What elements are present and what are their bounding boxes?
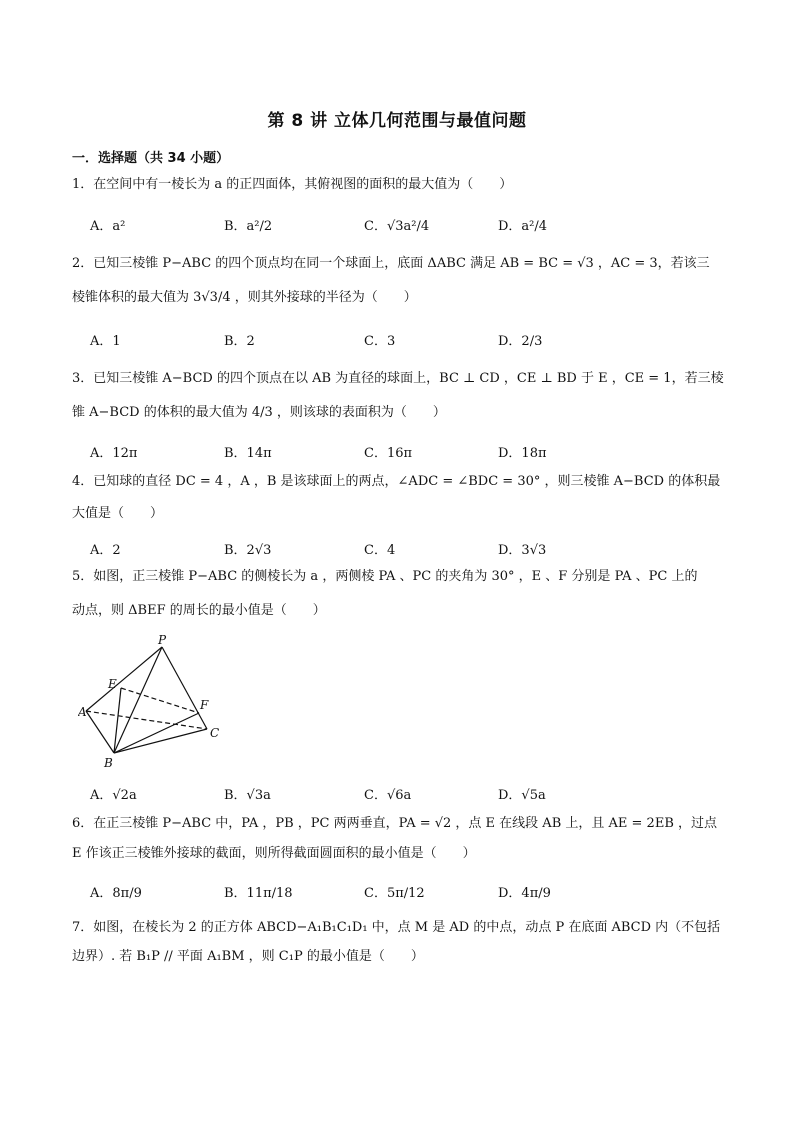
label-e: E <box>108 677 117 691</box>
question-3-line2: 锥 A−BCD 的体积的最大值为 4/3 ，则该球的表面积为（ ） <box>72 405 446 420</box>
q2-option-b: B．2 <box>224 333 255 349</box>
label-b: B <box>104 756 113 770</box>
q1-option-b: B．a²/2 <box>224 218 273 234</box>
question-4-options <box>90 533 730 563</box>
label-a: A <box>78 705 87 719</box>
q5-option-c: C．√6a <box>364 787 412 803</box>
q2-option-a: A．1 <box>90 333 121 349</box>
question-6-line1: 6．在正三棱锥 P−ABC 中，PA ，PB ，PC 两两垂直，PA = √2 ，点 E 在线段 AB 上，且 AE = 2EB ，过点 <box>72 816 717 831</box>
question-2-options <box>90 324 730 354</box>
q3-option-c: C．16π <box>364 445 413 461</box>
q5-option-d: D．√5a <box>498 787 546 803</box>
question-7-line1: 7．如图，在棱长为 2 的正方体 ABCD−A₁B₁C₁D₁ 中，点 M 是 AD 的中点，动点 P 在底面 ABCD 内（不包括 <box>72 920 721 935</box>
segment-ef-hidden <box>121 688 199 713</box>
question-5-options <box>90 778 730 808</box>
segment-bf <box>114 713 199 753</box>
q6-option-b: B．11π/18 <box>224 885 293 901</box>
label-p: P <box>158 633 167 647</box>
edge-ac-hidden <box>86 711 207 729</box>
page-title: 第 8 讲 立体几何范围与最值问题 <box>267 111 527 131</box>
q4-option-b: B．2√3 <box>224 542 272 558</box>
q6-option-d: D．4π/9 <box>498 885 551 901</box>
q6-option-c: C．5π/12 <box>364 885 425 901</box>
label-c: C <box>210 726 220 740</box>
q1-option-a: A．a² <box>90 218 126 234</box>
section-heading: 一．选择题（共 34 小题） <box>72 151 230 166</box>
q3-option-a: A．12π <box>90 445 138 461</box>
q5-option-b: B．√3a <box>224 787 271 803</box>
question-1-text: 1．在空间中有一棱长为 a 的正四面体，其俯视图的面积的最大值为（ ） <box>72 177 513 192</box>
question-6-line2: E 作该正三棱锥外接球的截面，则所得截面圆面积的最小值是（ ） <box>72 846 476 861</box>
q2-option-d: D．2/3 <box>498 333 543 349</box>
question-2-line2: 棱锥体积的最大值为 3√3/4 ，则其外接球的半径为（ ） <box>72 290 417 305</box>
question-6-options <box>90 876 730 906</box>
q4-option-c: C．4 <box>364 542 396 558</box>
edge-bc <box>114 729 207 753</box>
question-2-line1: 2．已知三棱锥 P−ABC 的四个顶点均在同一个球面上，底面 ΔABC 满足 AB = BC = √3 ，AC = 3，若该三 <box>72 256 710 271</box>
q1-option-d: D．a²/4 <box>498 218 548 234</box>
question-1-options <box>90 209 730 239</box>
label-f: F <box>200 698 209 712</box>
question-7-line2: 边界）. 若 B₁P // 平面 A₁BM ，则 C₁P 的最小值是（ ） <box>72 949 424 964</box>
edge-ab <box>86 711 114 753</box>
q3-option-d: D．18π <box>498 445 547 461</box>
q6-option-a: A．8π/9 <box>90 885 142 901</box>
q4-option-a: A．2 <box>90 542 121 558</box>
pyramid-figure <box>78 633 238 773</box>
edge-pa <box>86 647 162 711</box>
q4-option-d: D．3√3 <box>498 542 547 558</box>
edge-pc <box>162 647 207 729</box>
question-3-options <box>90 436 730 466</box>
edge-pb <box>114 647 162 753</box>
q1-option-c: C．√3a²/4 <box>364 218 430 234</box>
question-4-line2: 大值是（ ） <box>72 506 164 521</box>
question-3-line1: 3．已知三棱锥 A−BCD 的四个顶点在以 AB 为直径的球面上，BC ⊥ CD ，CE ⊥ BD 于 E ，CE = 1，若三棱 <box>72 371 724 386</box>
q3-option-b: B．14π <box>224 445 272 461</box>
q5-option-a: A．√2a <box>90 787 137 803</box>
segment-be <box>114 688 121 753</box>
q2-option-c: C．3 <box>364 333 396 349</box>
question-4-line1: 4．已知球的直径 DC = 4 ，A ，B 是该球面上的两点，∠ADC = ∠BDC = 30° ，则三棱锥 A−BCD 的体积最 <box>72 474 721 489</box>
question-5-line1: 5．如图，正三棱锥 P−ABC 的侧棱长为 a ，两侧棱 PA 、PC 的夹角为 30° ，E 、F 分别是 PA 、PC 上的 <box>72 569 698 584</box>
question-5-line2: 动点，则 ΔBEF 的周长的最小值是（ ） <box>72 603 326 618</box>
